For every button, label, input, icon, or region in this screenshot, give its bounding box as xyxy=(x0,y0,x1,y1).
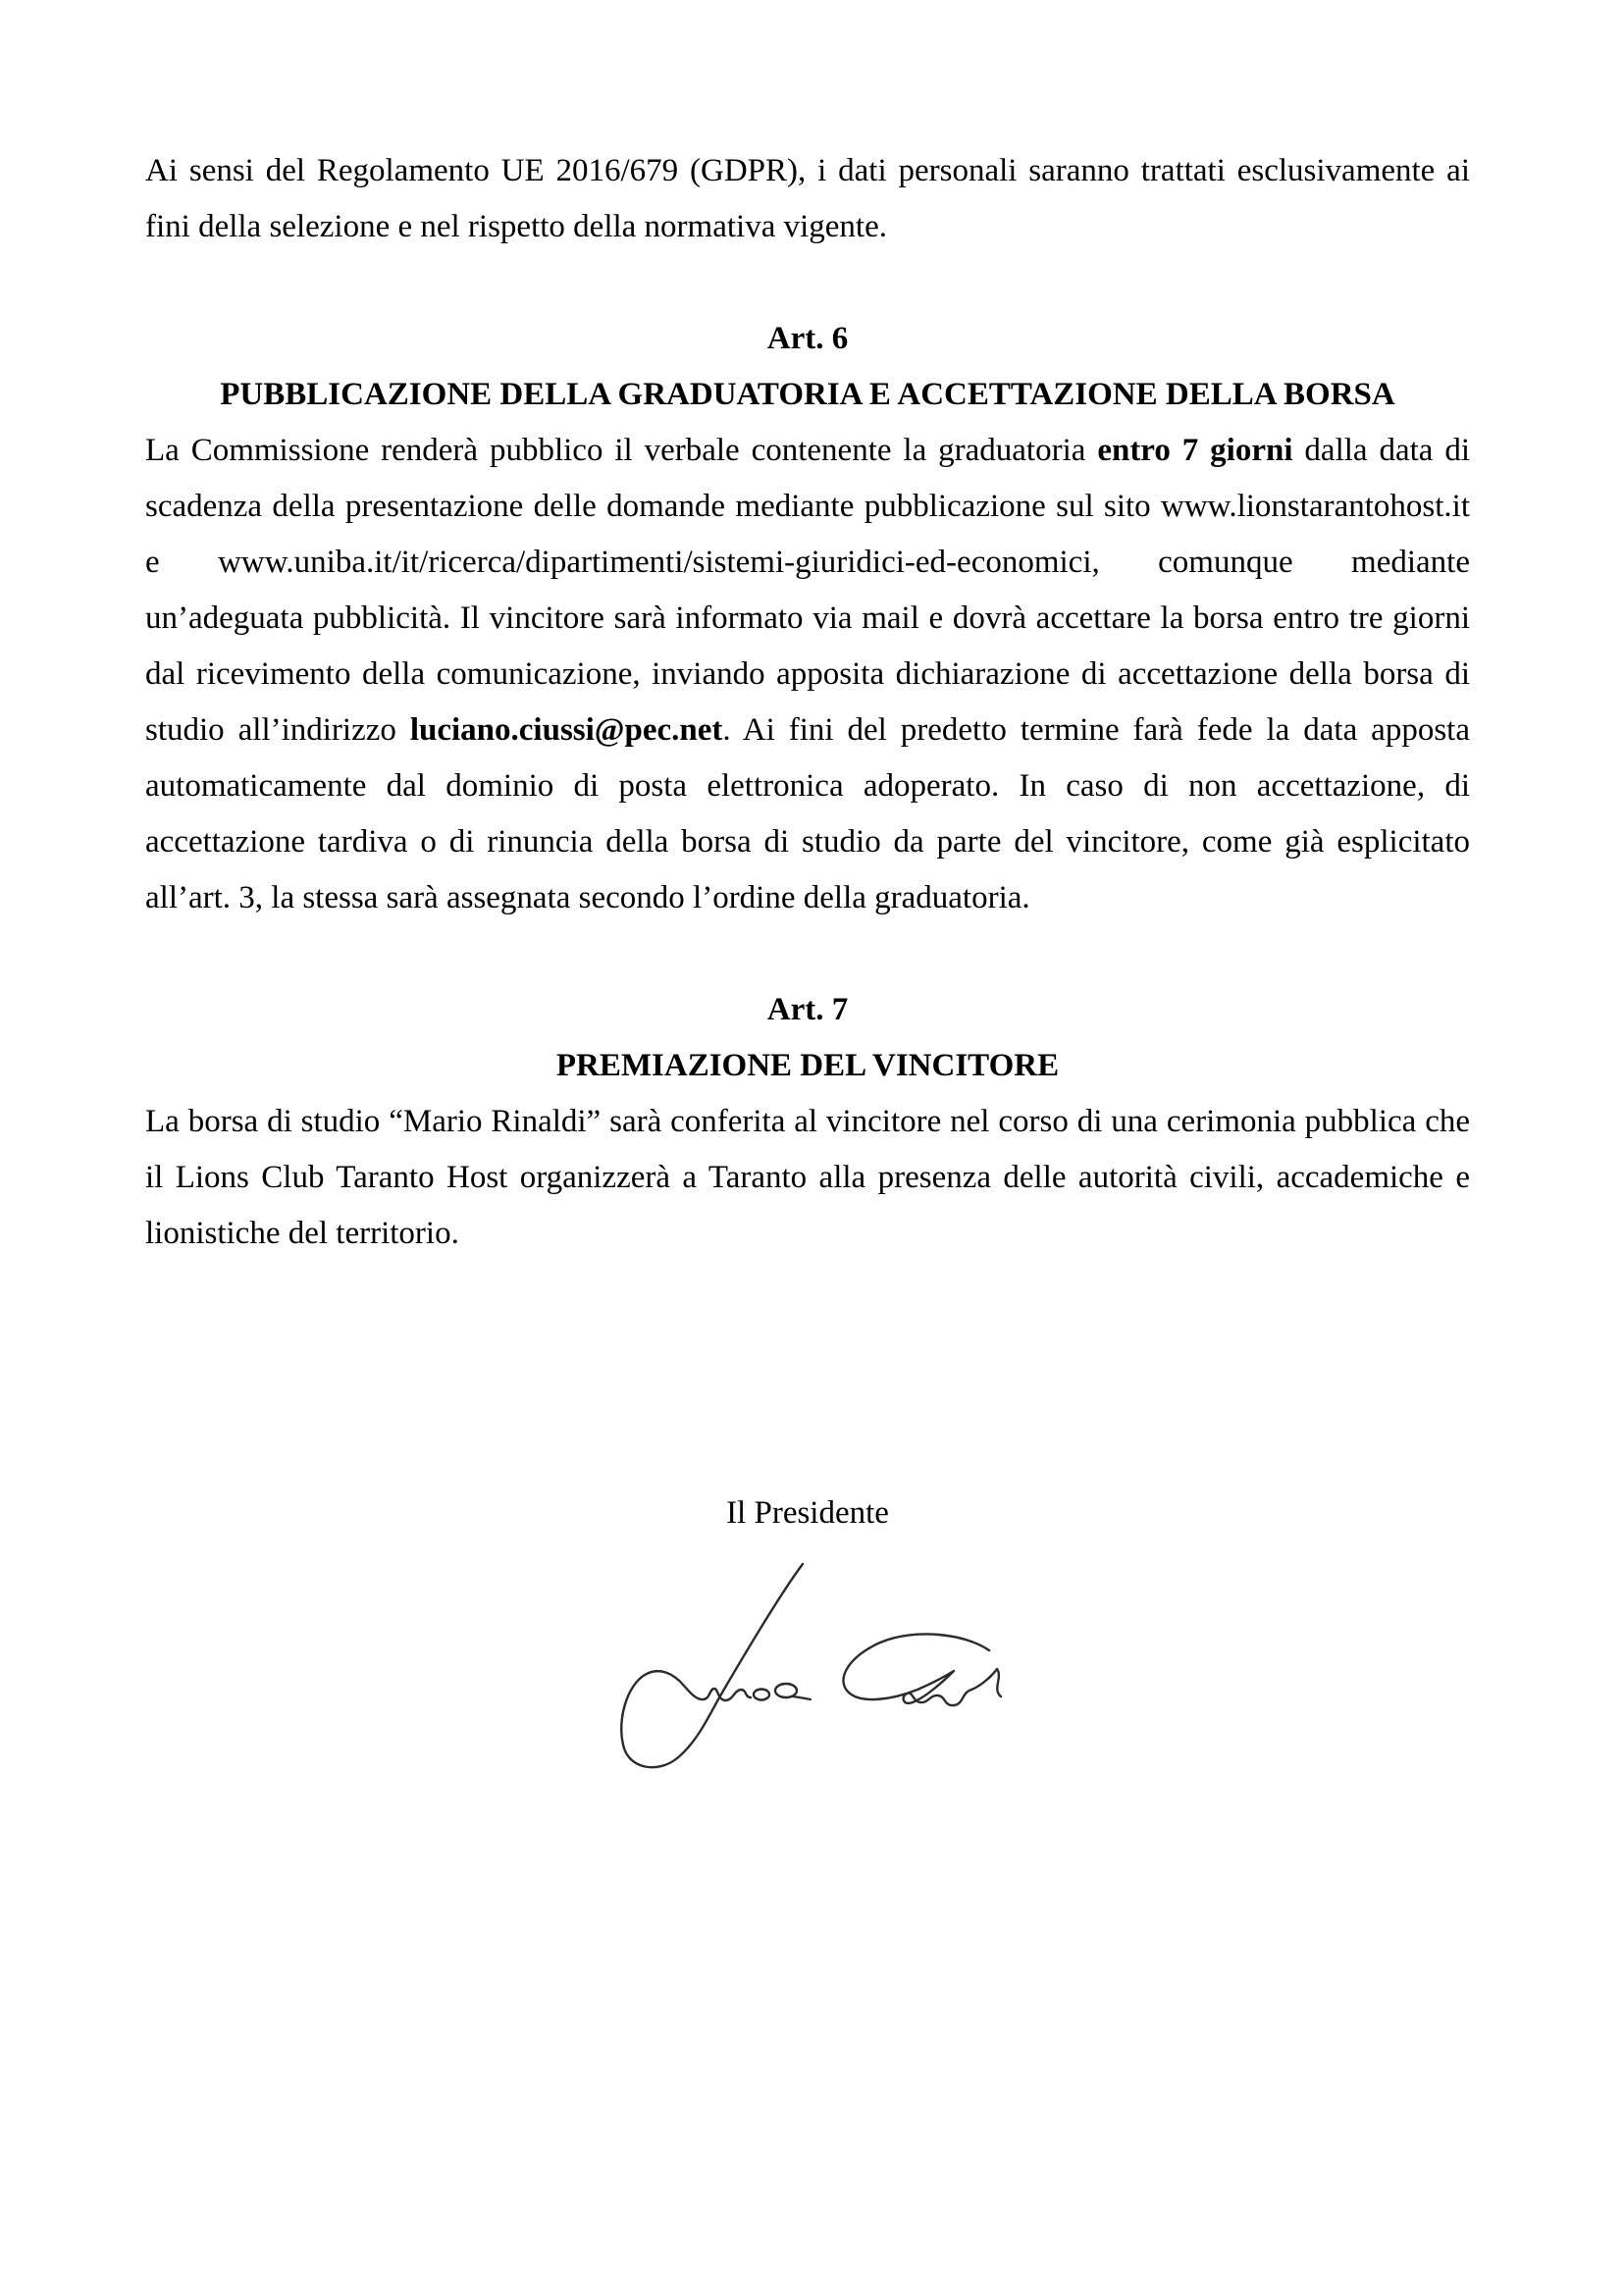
art7-subtitle: PREMIAZIONE DEL VINCITORE xyxy=(555,1048,1060,1083)
signature-svg xyxy=(601,1552,1013,1783)
art6-paragraph-part1: La Commissione renderà pubblico il verbale contenente la graduatoria xyxy=(145,433,1098,468)
art6-paragraph-part3: . Ai fini del predetto termine farà fede la data apposta automaticamente dal dominio di posta elettronica adoperato. In caso di non accettazione, di accettazione tardiva o di rinuncia della borsa di studio da parte del vincitore, come già esplicitato all’art. 3, la stessa sarà assegnata secondo l’ordine della graduatoria. xyxy=(145,712,1470,915)
text-column xyxy=(145,143,1470,1541)
signature-role-label: Il Presidente xyxy=(726,1495,889,1531)
art6-paragraph xyxy=(145,423,1470,926)
gdpr-paragraph: Ai sensi del Regolamento UE 2016/679 (GDPR), i dati personali saranno trattati esclusivamente ai fini della selezione e nel rispetto della normativa vigente. xyxy=(145,153,1470,244)
art6-email-bold: luciano.ciussi@pec.net xyxy=(409,712,723,748)
art7-title: Art. 7 xyxy=(766,992,849,1027)
art6-deadline-bold: entro 7 giorni xyxy=(1097,433,1293,468)
handwritten-signature-icon xyxy=(601,1552,1013,1783)
art7-paragraph: La borsa di studio “Mario Rinaldi” sarà conferita al vincitore nel corso di una cerimonia pubblica che il Lions Club Taranto Host organizzerà a Taranto alla presenza delle autorità civili, accademiche e lionistiche del territorio. xyxy=(145,1104,1470,1251)
art6-paragraph-part2: dalla data di scadenza della presentazione delle domande mediante pubblicazione sul sito www.lionstarantohost.it e www.uniba.it/it/ricerca/dipartimenti/sistemi-giuridici-ed-economici, comunque mediante un’adeguata pubblicità. Il vincitore sarà informato via mail e dovrà accettare la borsa entro tre giorni dal ricevimento della comunicazione, inviando apposita dichiarazione di accettazione della borsa di studio all’indirizzo xyxy=(145,433,1470,748)
art6-subtitle: PUBBLICAZIONE DELLA GRADUATORIA E ACCETTAZIONE DELLA BORSA xyxy=(220,377,1395,412)
art6-title: Art. 6 xyxy=(766,321,849,356)
